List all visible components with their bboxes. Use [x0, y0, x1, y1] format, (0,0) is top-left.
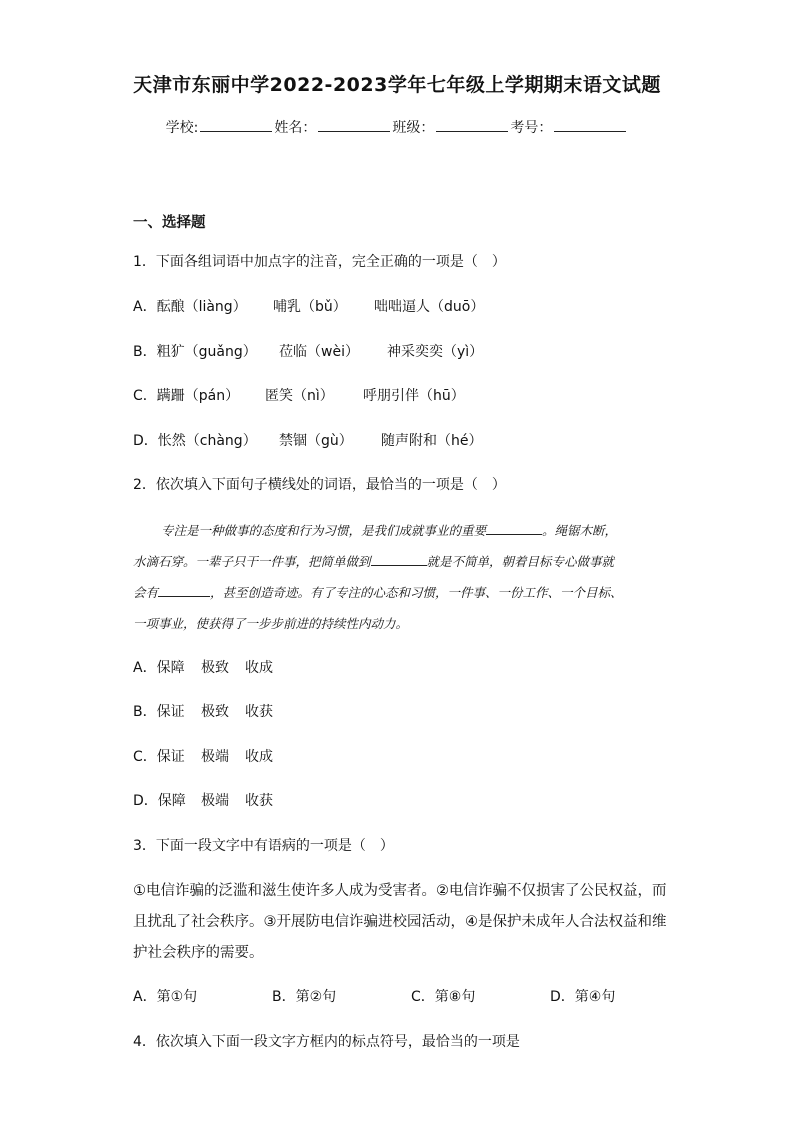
q2-passage-line-2: 水滴石穿。一辈子只干一件事，把简单做到 就是不简单，朝着目标专心做事就: [133, 554, 615, 569]
q2-option-a: A．保障 极致 收成: [133, 660, 273, 676]
q3-options: [133, 986, 615, 1006]
student-info-line: [0, 117, 794, 137]
question-1-stem: 1．下面各组词语中加点字的注音，完全正确的一项是（ ）: [133, 254, 506, 270]
q2-passage-line-3: 会有 ，甚至创造奇迹。有了专注的心态和习惯，一件事、一份工作、一个目标、: [133, 585, 623, 600]
q3-paragraph-line-1: ①电信诈骗的泛滥和滋生使许多人成为受害者。②电信诈骗不仅损害了公民权益，而: [133, 883, 667, 899]
q1-option-d: D．怅然（chàng） 禁锢（gù） 随声附和（hé）: [133, 433, 483, 449]
q1-option-a: A．酝酿（liàng） 哺乳（bǔ） 咄咄逼人（duō）: [133, 299, 485, 315]
q3-option-d: D．第④句: [550, 989, 616, 1005]
page-title: 天津市东丽中学2022-2023学年七年级上学期期末语文试题: [133, 74, 661, 96]
school-label: 学校:: [165, 120, 199, 136]
question-2-stem: 2．依次填入下面句子横线处的词语，最恰当的一项是（ ）: [133, 477, 506, 493]
blank-2: [371, 553, 427, 566]
q2-option-c: C．保证 极端 收成: [133, 749, 273, 765]
q2-passage-line-1: 专注是一种做事的态度和行为习惯，是我们成就事业的重要 。绳锯木断，: [161, 523, 618, 538]
q2-passage-line-4: 一项事业，使获得了一步步前进的持续性内动力。: [133, 616, 409, 631]
name-blank: [318, 117, 390, 132]
class-blank: [436, 117, 508, 132]
school-blank: [200, 117, 272, 132]
q3-option-b: B．第②句: [272, 989, 337, 1005]
q3-option-a: A．第①句: [133, 989, 198, 1005]
name-label: 姓名：: [274, 120, 317, 136]
q2-option-b: B．保证 极致 收获: [133, 704, 273, 720]
section-title: 一、选择题: [133, 215, 206, 231]
blank-3: [158, 584, 210, 597]
question-3-stem: 3．下面一段文字中有语病的一项是（ ）: [133, 838, 394, 854]
blank-1: [486, 522, 542, 535]
q1-option-b: B．粗犷（guǎng） 莅临（wèi） 神采奕奕（yì）: [133, 344, 484, 360]
question-4-stem: 4．依次填入下面一段文字方框内的标点符号，最恰当的一项是: [133, 1034, 520, 1050]
q3-option-c: C．第⑧句: [411, 989, 476, 1005]
q2-option-d: D．保障 极端 收获: [133, 793, 273, 809]
number-label: 考号：: [510, 120, 553, 136]
q1-option-c: C．蹒跚（pán） 匿笑（nì） 呼朋引伴（hū）: [133, 388, 465, 404]
class-label: 班级：: [392, 120, 435, 136]
q3-paragraph-line-2: 且扰乱了社会秩序。③开展防电信诈骗进校园活动，④是保护未成年人合法权益和维: [133, 914, 667, 930]
number-blank: [554, 117, 626, 132]
q3-paragraph-line-3: 护社会秩序的需要。: [133, 945, 264, 961]
